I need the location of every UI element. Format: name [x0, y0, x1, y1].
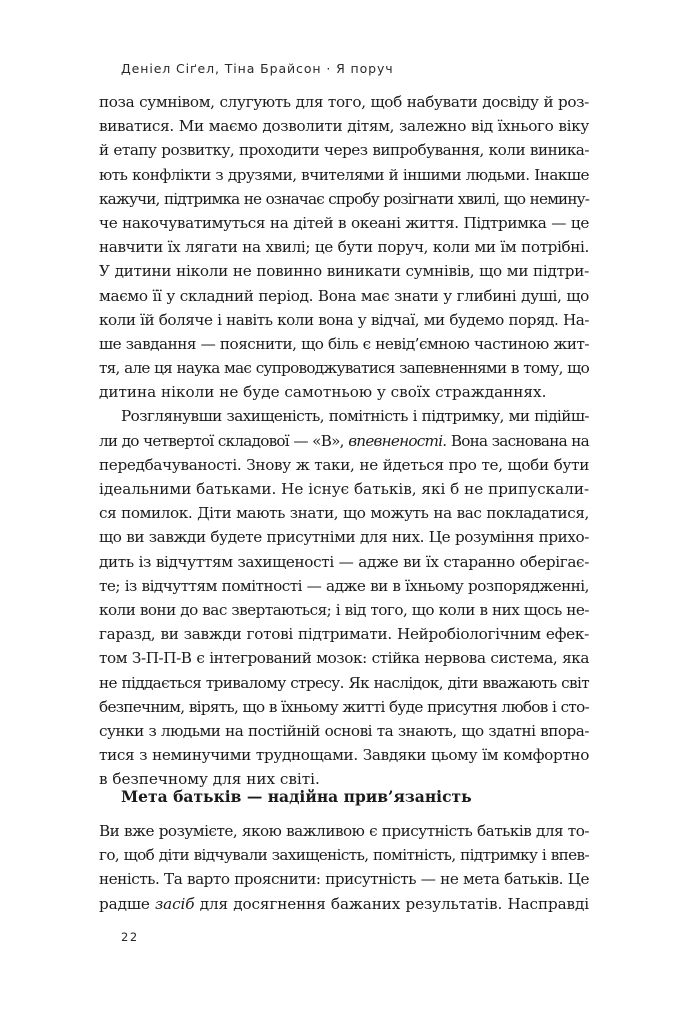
- running-head: Деніел Сіґел, Тіна Брайсон · Я поруч: [121, 61, 394, 76]
- text-line: неність. Та варто прояснити: присутність — не мета батьків. Це: [99, 870, 589, 889]
- text-line: що ви завжди будете присутніми для них. Це розуміння прихо-: [99, 528, 589, 547]
- text-line: навчити їх лягати на хвилі; це бути поруч, коли ми їм потрібні.: [99, 238, 589, 257]
- text-line: кажучи, підтримка не означає спробу розігнати хвилі, що немину-: [99, 189, 589, 208]
- text-line: не піддається тривалому стресу. Як наслідок, діти вважають світ: [99, 673, 589, 692]
- section-heading: Мета батьків — надійна прив’язаність: [121, 787, 472, 806]
- text-line: тя, але ця наука має супроводжуватися запевненнями в тому, що: [99, 359, 589, 378]
- text-run: Вона заснована на: [446, 431, 589, 450]
- text-line: том З-П-П-В є інтегрований мозок: стійка нервова система, яка: [99, 649, 589, 668]
- emphasis-text: засіб: [154, 894, 195, 913]
- text-line: те; із відчуттям помітності — адже ви в їхньому розпорядженні,: [99, 576, 589, 595]
- text-line: ють конфлікти з друзями, вчителями й іншими людьми. Інакше: [99, 165, 589, 184]
- text-line: [99, 892, 589, 916]
- text-run: радше: [99, 894, 155, 913]
- text-line: й етапу розвитку, проходити через випробування, коли виника-: [99, 141, 589, 160]
- text-line: коли вони до вас звертаються; і від того, що коли в них щось не-: [99, 600, 589, 619]
- text-line: дитина ніколи не буде самотньою у своїх стражданнях.: [99, 383, 547, 402]
- text-run: для досягнення бажаних результатів. Насправді: [194, 894, 589, 913]
- text-line: Ви вже розумієте, якою важливою є присутність батьків для то-: [99, 822, 589, 840]
- text-line: че накочуватимуться на дітей в океані життя. Підтримка — це: [99, 213, 589, 232]
- paragraph-2-first-line: Розглянувши захищеність, помітність і підтримку, ми підійш-: [121, 407, 589, 426]
- text-line: виватися. Ми маємо дозволити дітям, залежно від їхнього віку: [99, 117, 589, 136]
- paragraph-3: [99, 819, 589, 916]
- text-line: маємо її у складний період. Вона має знати у глибині душі, що: [99, 286, 589, 305]
- text-line: в безпечному для них світі.: [99, 770, 320, 789]
- text-line: ідеальними батьками. Не існує батьків, які б не припускали-: [99, 480, 590, 498]
- text-line: коли їй боляче і навіть коли вона у відчаї, ми будемо поряд. На-: [99, 310, 589, 329]
- text-line: ше завдання — пояснити, що біль є невід’ємною частиною жит-: [99, 334, 589, 353]
- text-line: [99, 429, 589, 453]
- text-line: У дитини ніколи не повинно виникати сумнівів, що ми підтри-: [99, 262, 589, 281]
- text-line: гаразд, ви завжди готові підтримати. Нейробіологічним ефек-: [99, 625, 589, 644]
- text-line: передбачуваності. Знову ж таки, не йдеться про те, щоби бути: [99, 455, 589, 474]
- page-number: 22: [121, 930, 139, 944]
- text-line: го, щоб діти відчували захищеність, помітність, підтримку і впев-: [99, 846, 589, 865]
- emphasis-text: впевненості.: [348, 431, 447, 450]
- text-line: дить із відчуттям захищеності — адже ви їх старанно оберігає-: [99, 552, 589, 571]
- paragraph-1: [99, 90, 589, 791]
- text-line: безпечним, вірять, що в їхньому житті буде присутня любов і сто-: [99, 697, 589, 716]
- text-line: поза сумнівом, слугують для того, щоб набувати досвіду й роз-: [99, 93, 589, 111]
- text-line: сунки з людьми на постійній основі та знають, що здатні впора-: [99, 721, 589, 740]
- text-line: ся помилок. Діти мають знати, що можуть на вас покладатися,: [99, 504, 589, 523]
- text-run: ли до четвертої складової — «В»,: [99, 431, 349, 450]
- text-line: тися з неминучими труднощами. Завдяки цьому їм комфортно: [99, 746, 589, 765]
